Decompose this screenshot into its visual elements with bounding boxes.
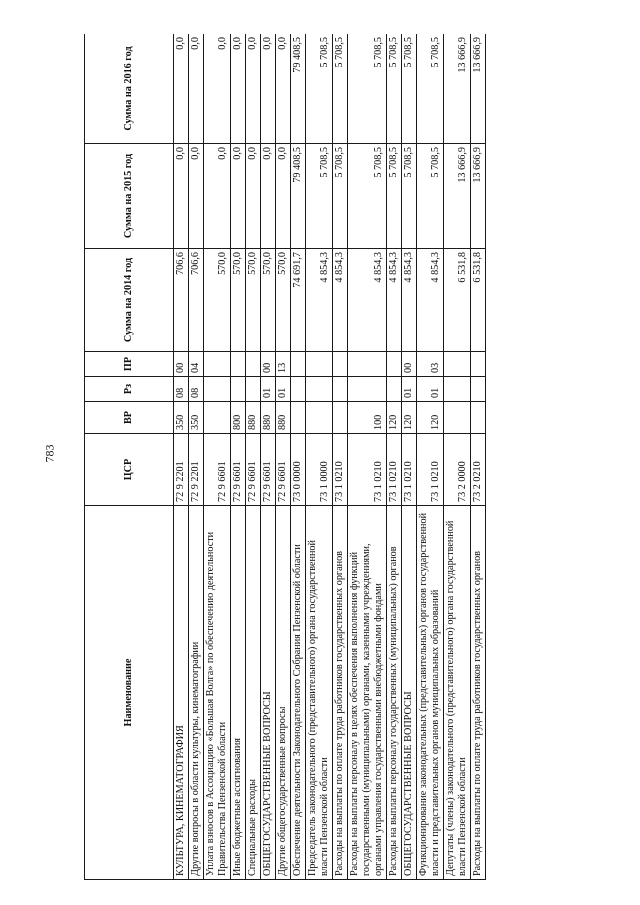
cell-rz: 01 (276, 377, 291, 402)
cell-vr: 880 (246, 402, 261, 434)
cell-rz: 08 (189, 377, 204, 402)
table-row (204, 34, 231, 880)
header-pr: ПР (85, 352, 174, 377)
cell-sum-2015: 0,0 (204, 144, 231, 249)
table-row (246, 34, 261, 880)
cell-sum-2016: 13 666,9 (471, 34, 486, 144)
header-row (85, 34, 174, 880)
cell-name: Другие вопросы в области культуры, кинематографии (189, 506, 204, 880)
table-row (348, 34, 387, 880)
table-row (174, 34, 189, 880)
cell-sum-2016: 0,0 (189, 34, 204, 144)
cell-vr: 880 (261, 402, 276, 434)
cell-name: Обеспечение деятельности Законодательного Собрания Пензенской области (291, 506, 306, 880)
header-csr: ЦСР (85, 434, 174, 506)
cell-sum-2014: 4 854,3 (402, 249, 417, 352)
table-row (306, 34, 333, 880)
cell-sum-2016: 5 708,5 (387, 34, 402, 144)
cell-sum-2014: 570,0 (231, 249, 246, 352)
cell-rz (333, 377, 348, 402)
cell-name: Депутаты (члены) законодательного (представительного) органа государственной власти Пензенской области (444, 506, 471, 880)
cell-rz (306, 377, 333, 402)
cell-sum-2014: 6 531,8 (444, 249, 471, 352)
cell-sum-2014: 706,6 (174, 249, 189, 352)
cell-csr: 72 9 6601 (246, 434, 261, 506)
cell-sum-2016: 0,0 (246, 34, 261, 144)
cell-csr: 72 9 6601 (204, 434, 231, 506)
cell-rz: 01 (402, 377, 417, 402)
cell-vr: 350 (174, 402, 189, 434)
cell-sum-2014: 4 854,3 (333, 249, 348, 352)
table-row (291, 34, 306, 880)
table-row (387, 34, 402, 880)
cell-rz (291, 377, 306, 402)
cell-pr: 13 (276, 352, 291, 377)
cell-name: Расходы на выплаты по оплате труда работников государственных органов (333, 506, 348, 880)
cell-rz (231, 377, 246, 402)
budget-table (84, 34, 486, 880)
cell-sum-2015: 0,0 (231, 144, 246, 249)
cell-vr (291, 402, 306, 434)
cell-sum-2015: 0,0 (276, 144, 291, 249)
table-row (276, 34, 291, 880)
cell-sum-2014: 570,0 (246, 249, 261, 352)
cell-csr: 73 1 0000 (306, 434, 333, 506)
cell-rz (387, 377, 402, 402)
cell-name: Другие общегосударственные вопросы (276, 506, 291, 880)
cell-rz (471, 377, 486, 402)
table-row (471, 34, 486, 880)
cell-sum-2016: 5 708,5 (348, 34, 387, 144)
cell-name: Иные бюджетные ассигнования (231, 506, 246, 880)
cell-csr: 73 0 0000 (291, 434, 306, 506)
cell-sum-2015: 0,0 (261, 144, 276, 249)
cell-sum-2016: 5 708,5 (417, 34, 444, 144)
cell-rz (204, 377, 231, 402)
cell-sum-2015: 0,0 (189, 144, 204, 249)
cell-sum-2016: 0,0 (174, 34, 189, 144)
cell-vr (333, 402, 348, 434)
rotated-content (84, 34, 546, 880)
cell-sum-2015: 5 708,5 (348, 144, 387, 249)
cell-pr: 00 (174, 352, 189, 377)
cell-pr (231, 352, 246, 377)
table-row (417, 34, 444, 880)
cell-sum-2014: 4 854,3 (387, 249, 402, 352)
table-row (261, 34, 276, 880)
cell-sum-2016: 5 708,5 (306, 34, 333, 144)
cell-pr: 04 (189, 352, 204, 377)
cell-pr (291, 352, 306, 377)
cell-csr: 72 9 6601 (276, 434, 291, 506)
cell-sum-2014: 570,0 (261, 249, 276, 352)
cell-sum-2015: 13 666,9 (444, 144, 471, 249)
cell-sum-2014: 570,0 (204, 249, 231, 352)
cell-pr (471, 352, 486, 377)
cell-csr: 72 9 2201 (189, 434, 204, 506)
cell-csr: 72 9 6601 (231, 434, 246, 506)
header-name: Наименование (85, 506, 174, 880)
cell-sum-2016: 79 408,5 (291, 34, 306, 144)
cell-name: Расходы на выплаты по оплате труда работников государственных органов (471, 506, 486, 880)
cell-sum-2016: 0,0 (231, 34, 246, 144)
cell-sum-2015: 5 708,5 (387, 144, 402, 249)
page-number (40, 438, 60, 468)
cell-name: Председатель законодательного (представительного) органа государственной власти Пензенской области (306, 506, 333, 880)
cell-pr (246, 352, 261, 377)
cell-pr (306, 352, 333, 377)
cell-vr: 120 (402, 402, 417, 434)
cell-pr: 00 (402, 352, 417, 377)
table-row (189, 34, 204, 880)
cell-vr (444, 402, 471, 434)
cell-csr: 73 1 0210 (333, 434, 348, 506)
cell-sum-2014: 706,6 (189, 249, 204, 352)
cell-vr: 120 (417, 402, 444, 434)
cell-rz (246, 377, 261, 402)
cell-sum-2015: 0,0 (246, 144, 261, 249)
cell-csr: 72 9 6601 (261, 434, 276, 506)
cell-sum-2016: 0,0 (261, 34, 276, 144)
table-row (231, 34, 246, 880)
cell-sum-2016: 0,0 (204, 34, 231, 144)
rotated-page (84, 34, 546, 880)
cell-name: ОБЩЕГОСУДАРСТВЕННЫЕ ВОПРОСЫ (261, 506, 276, 880)
cell-rz (348, 377, 387, 402)
cell-sum-2016: 5 708,5 (402, 34, 417, 144)
cell-sum-2015: 0,0 (174, 144, 189, 249)
cell-sum-2014: 74 691,7 (291, 249, 306, 352)
cell-sum-2014: 4 854,3 (306, 249, 333, 352)
cell-pr (348, 352, 387, 377)
table-row (333, 34, 348, 880)
cell-csr: 73 1 0210 (348, 434, 387, 506)
cell-name: Расходы на выплаты персоналу государственных (муниципальных) органов (387, 506, 402, 880)
cell-name: Функционирование законодательных (представительных) органов государственной власти и представительных органов муниципальных образований (417, 506, 444, 880)
cell-pr: 03 (417, 352, 444, 377)
cell-sum-2016: 0,0 (276, 34, 291, 144)
cell-name: КУЛЬТУРА, КИНЕМАТОГРАФИЯ (174, 506, 189, 880)
cell-pr (204, 352, 231, 377)
page-number-text: 783 (42, 444, 57, 462)
header-rz: Рз (85, 377, 174, 402)
cell-sum-2014: 4 854,3 (417, 249, 444, 352)
cell-csr: 73 1 0210 (402, 434, 417, 506)
cell-vr (204, 402, 231, 434)
cell-pr (444, 352, 471, 377)
cell-csr: 73 2 0210 (471, 434, 486, 506)
cell-csr: 73 1 0210 (387, 434, 402, 506)
cell-vr (471, 402, 486, 434)
cell-sum-2015: 79 408,5 (291, 144, 306, 249)
cell-sum-2015: 5 708,5 (402, 144, 417, 249)
cell-name: ОБЩЕГОСУДАРСТВЕННЫЕ ВОПРОСЫ (402, 506, 417, 880)
cell-sum-2014: 570,0 (276, 249, 291, 352)
cell-vr: 100 (348, 402, 387, 434)
cell-sum-2016: 5 708,5 (333, 34, 348, 144)
cell-csr: 72 9 2201 (174, 434, 189, 506)
cell-vr: 880 (276, 402, 291, 434)
cell-vr: 350 (189, 402, 204, 434)
header-sum-2016: Сумма на 2016 год (85, 34, 174, 144)
table-row (402, 34, 417, 880)
cell-name: Расходы на выплаты персоналу в целях обеспечения выполнения функций государственными (муниципальными) органами, казенными учреждениями, органами управления государственными внебюджетными фондами (348, 506, 387, 880)
cell-vr: 120 (387, 402, 402, 434)
cell-sum-2015: 5 708,5 (333, 144, 348, 249)
cell-sum-2016: 13 666,9 (444, 34, 471, 144)
cell-csr: 73 2 0000 (444, 434, 471, 506)
cell-name: Специальные расходы (246, 506, 261, 880)
header-sum-2014: Сумма на 2014 год (85, 249, 174, 352)
cell-rz: 08 (174, 377, 189, 402)
cell-csr: 73 1 0210 (417, 434, 444, 506)
table-row (444, 34, 471, 880)
cell-sum-2015: 5 708,5 (306, 144, 333, 249)
cell-rz (444, 377, 471, 402)
cell-sum-2014: 6 531,8 (471, 249, 486, 352)
cell-sum-2015: 13 666,9 (471, 144, 486, 249)
cell-sum-2014: 4 854,3 (348, 249, 387, 352)
header-vr: ВР (85, 402, 174, 434)
cell-vr: 800 (231, 402, 246, 434)
cell-vr (306, 402, 333, 434)
cell-pr: 00 (261, 352, 276, 377)
cell-sum-2015: 5 708,5 (417, 144, 444, 249)
cell-rz: 01 (417, 377, 444, 402)
cell-pr (333, 352, 348, 377)
cell-name: Уплата взносов в Ассоциацию «Большая Волга» по обеспечению деятельности Правительства Пензенской области (204, 506, 231, 880)
header-sum-2015: Сумма на 2015 год (85, 144, 174, 249)
cell-rz: 01 (261, 377, 276, 402)
cell-pr (387, 352, 402, 377)
